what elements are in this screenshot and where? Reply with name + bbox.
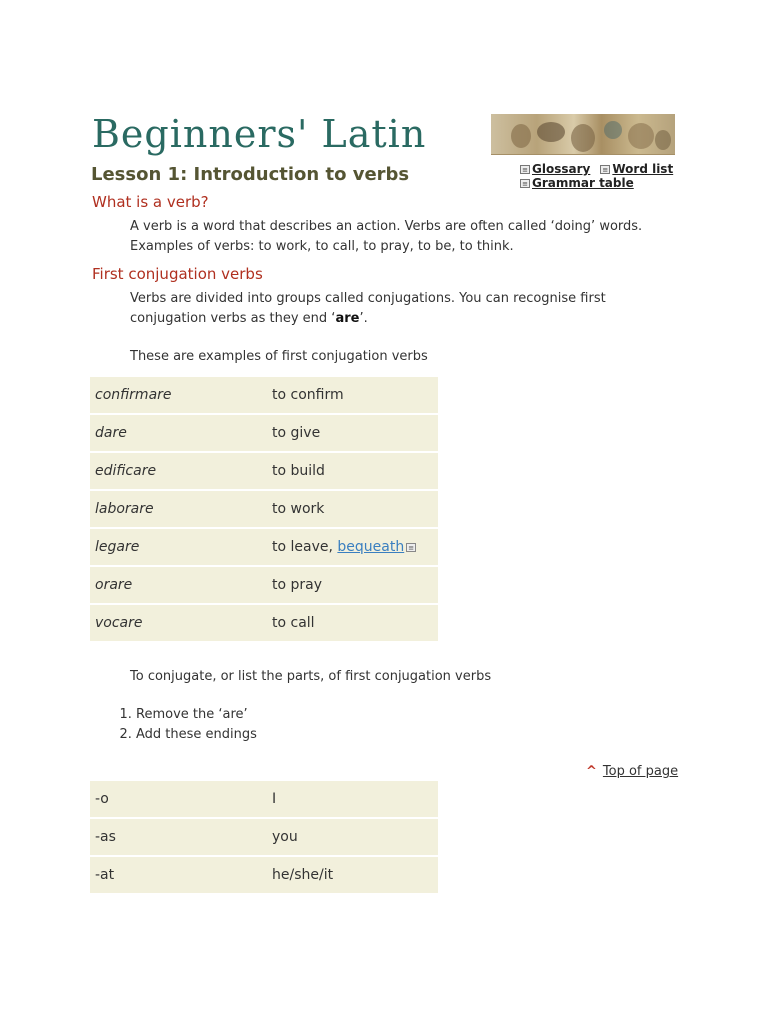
table-row xyxy=(90,857,438,893)
ending-meaning: you xyxy=(267,819,438,855)
ending-meaning: I xyxy=(267,781,438,817)
top-of-page-link[interactable]: Top of page xyxy=(602,764,679,779)
heading-what-is-verb: What is a verb? xyxy=(92,193,209,211)
word-list-link[interactable]: Word list xyxy=(612,162,674,176)
are-ending: are xyxy=(335,311,360,326)
latin-verb: laborare xyxy=(90,491,267,527)
manuscript-banner-image xyxy=(491,114,675,155)
list-item: 2. Add these endings xyxy=(136,725,257,745)
latin-verb: vocare xyxy=(90,605,267,641)
top-of-page xyxy=(586,764,678,779)
english-meaning: to leave, bequeath ≡ xyxy=(267,529,438,565)
conjugation-steps xyxy=(110,705,257,745)
ending: -at xyxy=(90,857,267,893)
word-list-icon: ≡ xyxy=(600,165,610,174)
ending: -as xyxy=(90,819,267,855)
conjugate-intro: To conjugate, or list the parts, of first conjugation verbs xyxy=(130,669,492,684)
conjugation-line-2: conjugation verbs as they end ‘are’. xyxy=(130,311,368,326)
conjugation-intro-text xyxy=(130,289,650,329)
latin-verb: edificare xyxy=(90,453,267,489)
english-meaning: to build xyxy=(267,453,438,489)
list-item: 1. Remove the ‘are’ xyxy=(136,705,257,725)
ending: -o xyxy=(90,781,267,817)
table-row xyxy=(90,781,438,817)
latin-verb: orare xyxy=(90,567,267,603)
chevron-up-icon: ^ xyxy=(586,764,597,779)
glossary-icon: ≡ xyxy=(520,165,530,174)
english-meaning: to confirm xyxy=(267,377,438,413)
conjugation-line-1: Verbs are divided into groups called conjugations. You can recognise first xyxy=(130,291,606,306)
table-row xyxy=(90,491,438,527)
heading-first-conjugation: First conjugation verbs xyxy=(92,265,263,283)
examples-intro: These are examples of first conjugation verbs xyxy=(130,349,428,364)
endings-table xyxy=(90,779,438,895)
latin-verb: dare xyxy=(90,415,267,451)
latin-verb: confirmare xyxy=(90,377,267,413)
table-row xyxy=(90,529,438,565)
latin-verb: legare xyxy=(90,529,267,565)
english-meaning: to pray xyxy=(267,567,438,603)
ending-meaning: he/she/it xyxy=(267,857,438,893)
table-row xyxy=(90,567,438,603)
english-meaning: to work xyxy=(267,491,438,527)
first-conjugation-verbs-table xyxy=(90,375,438,643)
bequeath-glossary-link[interactable]: bequeath xyxy=(337,539,405,555)
table-row xyxy=(90,605,438,641)
grammar-table-link[interactable]: Grammar table xyxy=(532,176,634,190)
english-meaning: to call xyxy=(267,605,438,641)
table-row xyxy=(90,377,438,413)
verb-definition-line: A verb is a word that describes an action. Verbs are often called ‘doing’ words. xyxy=(130,219,643,234)
verb-examples-line: Examples of verbs: to work, to call, to pray, to be, to think. xyxy=(130,239,514,254)
verb-definition-text xyxy=(130,217,650,257)
english-meaning: to give xyxy=(267,415,438,451)
table-row xyxy=(90,415,438,451)
lesson-title: Lesson 1: Introduction to verbs xyxy=(91,164,410,185)
table-row xyxy=(90,453,438,489)
site-logo: Beginners' Latin xyxy=(92,112,427,156)
glossary-icon[interactable]: ≡ xyxy=(406,543,416,552)
resource-links xyxy=(520,162,673,190)
glossary-link[interactable]: Glossary xyxy=(532,162,591,176)
table-row xyxy=(90,819,438,855)
grammar-table-icon: ≡ xyxy=(520,179,530,188)
